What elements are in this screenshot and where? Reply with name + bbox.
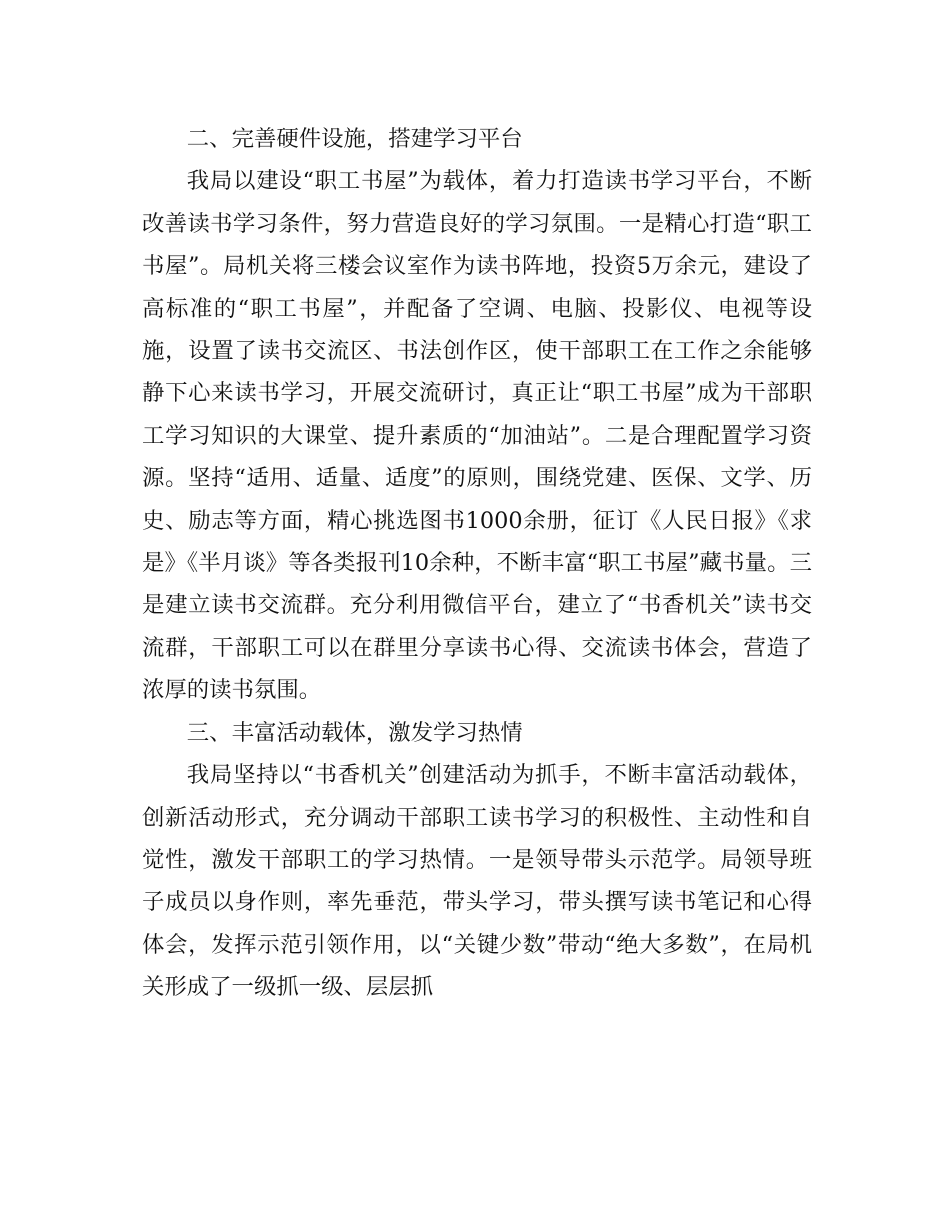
section-paragraph-hardware: 我局以建设“职工书屋”为载体，着力打造读书学习平台，不断改善读书学习条件，努力营造良好的学习氛围。一是精心打造“职工书屋”。局机关将三楼会议室作为读书阵地，投资5万余元，建设了高标准的“职工书屋”，并配备了空调、电脑、投影仪、电视等设施，设置了读书交流区、书法创作区，使干部职工在工作之余能够静下心来读书学习，开展交流研讨，真正让“职工书屋”成为干部职工学习知识的大课堂、提升素质的“加油站”。二是合理配置学习资源。坚持“适用、适量、适度”的原则，围绕党建、医保、文学、历史、励志等方面，精心挑选图书1000余册，征订《人民日报》《求是》《半月谈》等各类报刊10余种，不断丰富“职工书屋”藏书量。三是建立读书交流群。充分利用微信平台，建立了“书香机关”读书交流群，干部职工可以在群里分享读书心得、交流读书体会，营造了浓厚的读书氛围。: [142, 168, 812, 704]
section-paragraph-activities: 我局坚持以“书香机关”创建活动为抓手，不断丰富活动载体，创新活动形式，充分调动干部职工读书学习的积极性、主动性和自觉性，激发干部职工的学习热情。一是领导带头示范学。局领导班子成员以身作则，率先垂范，带头学习，带头撰写读书笔记和心得体会，发挥示范引领作用，以“关键少数”带动“绝大多数”，在局机关形成了一级抓一级、层层抓: [142, 762, 812, 1001]
section-heading-activities: 三、丰富活动载体，激发学习热情: [186, 719, 523, 746]
section-heading-hardware: 二、完善硬件设施，搭建学习平台: [186, 126, 523, 152]
document-body: [142, 118, 812, 1009]
